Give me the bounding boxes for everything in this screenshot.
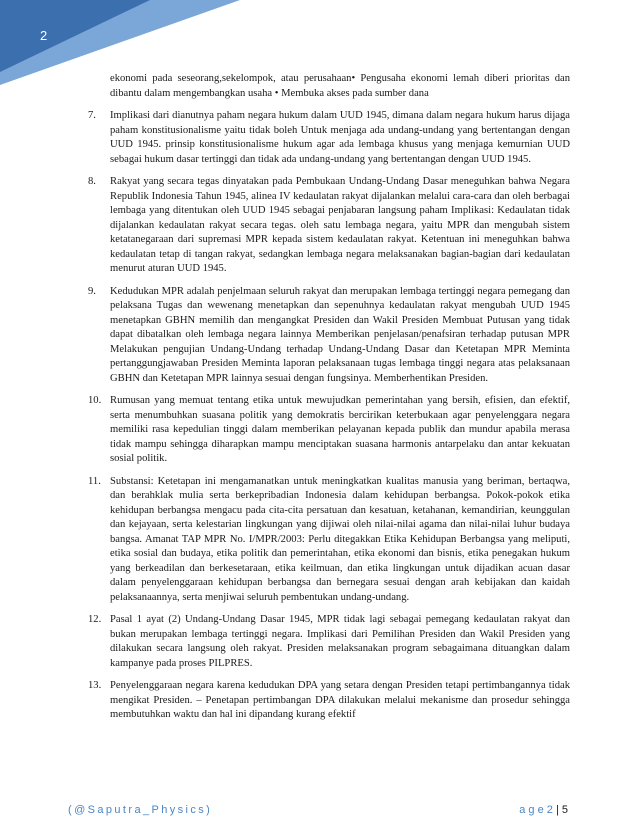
numbered-list xyxy=(88,109,570,723)
corner-page-number: 2 xyxy=(40,28,48,43)
list-item-9 xyxy=(88,285,570,387)
list-item-13 xyxy=(88,679,570,723)
item-text: Pasal 1 ayat (2) Undang-Undang Dasar 1945, MPR tidak lagi sebagai pemegang kedaulatan rakyat dan bukan merupakan lembaga tertinggi negara. Implikasi dari Pemilihan Presiden dan Wakil Presiden yang dilakukan secara langsung oleh rakyat. Presiden melaksanakan program sebagaimana dituangkan dalam kampanye pada proses PILPRES. xyxy=(110,614,570,669)
item-number: 8. xyxy=(88,176,96,187)
item-text: Penyelenggaraan negara karena kedudukan DPA yang setara dengan Presiden tetapi pertimbangannya tidak mengikat Presiden. – Penetapan pertimbangan DPA dilakukan melalui mekanisme dan prosedur sehingga membutuhkan waktu dan hal ini dipandang kurang efektif xyxy=(110,680,570,720)
item-number: 9. xyxy=(88,285,96,297)
list-item-10 xyxy=(88,394,570,467)
item-text: Rumusan yang memuat tentang etika untuk mewujudkan pemerintahan yang bersih, efisien, dan efektif, serta menumbuhkan suasana politik yang demokratis bercirikan keterbukaan agar penyelenggara negara memiliki rasa kepedulian tinggi dalam memberikan pelayanan kepada publik dan mundur apabila merasa tidak mampu sehingga diharapkan mampu menciptakan suasana harmonis antarpelaku dan antar kekuatan sosial politik. xyxy=(110,395,570,464)
footer-total-pages: 5 xyxy=(561,804,568,816)
list-item-7 xyxy=(88,109,570,167)
item-text: Substansi: Ketetapan ini mengamanatkan untuk meningkatkan kualitas manusia yang beriman, bertaqwa, dan berahklak mulia serta berkepribadian Indonesia dalam kehidupan berbangsa. Pokok-pokok etika kehidupan berbangsa mengacu pada cita-cita persatuan dan kesatuan, ketahanan, kemandirian, keunggulan dan kejayaan, serta kelestarian lingkungan yang dijiwai oleh nilai-nilai agama dan nilai-nilai luhur budaya bangsa. Amanat TAP MPR No. I/MPR/2003: Perlu ditegakkan Etika Kehidupan Berbangsa yang meliputi, etika sosial dan budaya, etika politik dan pemerintahan, etika ekonomi dan bisnis, etika penegakan hukum yang berkeadilan dan berkesetaraan, etika keilmuan, dan etika lingkungan untuk dijadikan acuan dasar dalam penyelenggaraan kehidupan berbangsa dan bernegara sesuai dengan arah kebijakan dan kaidah pelaksanaannya, serta menjiwai seluruh pembentukan undang-undang. xyxy=(110,475,570,603)
item-number: 7. xyxy=(88,110,96,121)
list-item-8 xyxy=(88,175,570,277)
footer-page-label: a g e 2 xyxy=(519,804,553,816)
item-text: Kedudukan MPR adalah penjelmaan seluruh rakyat dan merupakan lembaga tertinggi negara pemegang dan pelaksana Tugas dan wewenang menetapkan dan sepenuhnya kedaulatan rakyat mengubah UUD 1945 menetapkan GBHN memilih dan mengangkat Presiden dan Wakil Presiden Membuat Putusan yang tidak dapat dibatalkan oleh lembaga negara lainnya Memberikan penjelasan/penafsiran terhadap putusan MPR Melakukan pengujian Undang-Undang terhadap Undang-Undang Dasar dan Ketetapan MPR Meminta pertanggungjawaban Presiden Meminta laporan pelaksanaan tugas lembaga tinggi negara atas pelaksanaan GBHN dan Ketetapan MPR lainnya sesuai dengan fungsinya. Memberhentikan Presiden. xyxy=(110,285,570,384)
list-item-11 xyxy=(88,475,570,606)
page-footer xyxy=(68,804,568,820)
item-number: 13. xyxy=(88,680,102,691)
footer-page-info xyxy=(519,804,568,816)
footer-separator: | xyxy=(555,804,559,816)
item-text: Rakyat yang secara tegas dinyatakan pada Pembukaan Undang-Undang Dasar meneguhkan bahwa Negara Republik Indonesia Tahun 1945, alinea IV kedaulatan rakyat dijalankan melalui cara-cara dan oleh berbagai lembaga yang ditentukan oleh UUD 1945 sebagai penjabaran langsung paham Implikasi: Kedaulatan tidak dijalankan kedaulatan rakyat secara tegas. oleh satu lembaga negara, yaitu MPR dan mengubah sistem ketatanegaraan dari supremasi MPR kepada sistem kedaulatan rakyat. Ketentuan ini meneguhkan bahwa kedaulatan tetap di tangan rakyat, sedangkan lembaga negara melaksanakan bagian-bagian dari kedaulatan menurut aturan UUD 1945. xyxy=(110,176,570,274)
item-number: 12. xyxy=(88,614,102,625)
item-number: 11. xyxy=(88,475,101,487)
intro-continuation: ekonomi pada seseorang,sekelompok, atau perusahaan• Pengusaha ekonomi lemah diberi prioritas dan dibantu dalam mengembangkan usaha • Membuka akses pada sumber dana xyxy=(110,73,570,99)
item-number: 10. xyxy=(88,395,102,406)
item-text: Implikasi dari dianutnya paham negara hukum dalam UUD 1945, dimana dalam negara hukum harus dijaga paham konstitusionalisme yaitu tidak boleh Untuk menjaga ada undang-undang yang bertentangan dengan UUD 1945. prinsip konstitusionalisme hukum agar ada lembaga khusus yang menjaga kemurnian UUD sebagai hukum dasar tertinggi dan tidak ada undang-undang yang bertentangan dengan UUD 1945. xyxy=(110,110,570,165)
list-item-12 xyxy=(88,613,570,671)
document-body xyxy=(88,72,570,731)
footer-author: (@Saputra_Physics) xyxy=(68,804,213,816)
